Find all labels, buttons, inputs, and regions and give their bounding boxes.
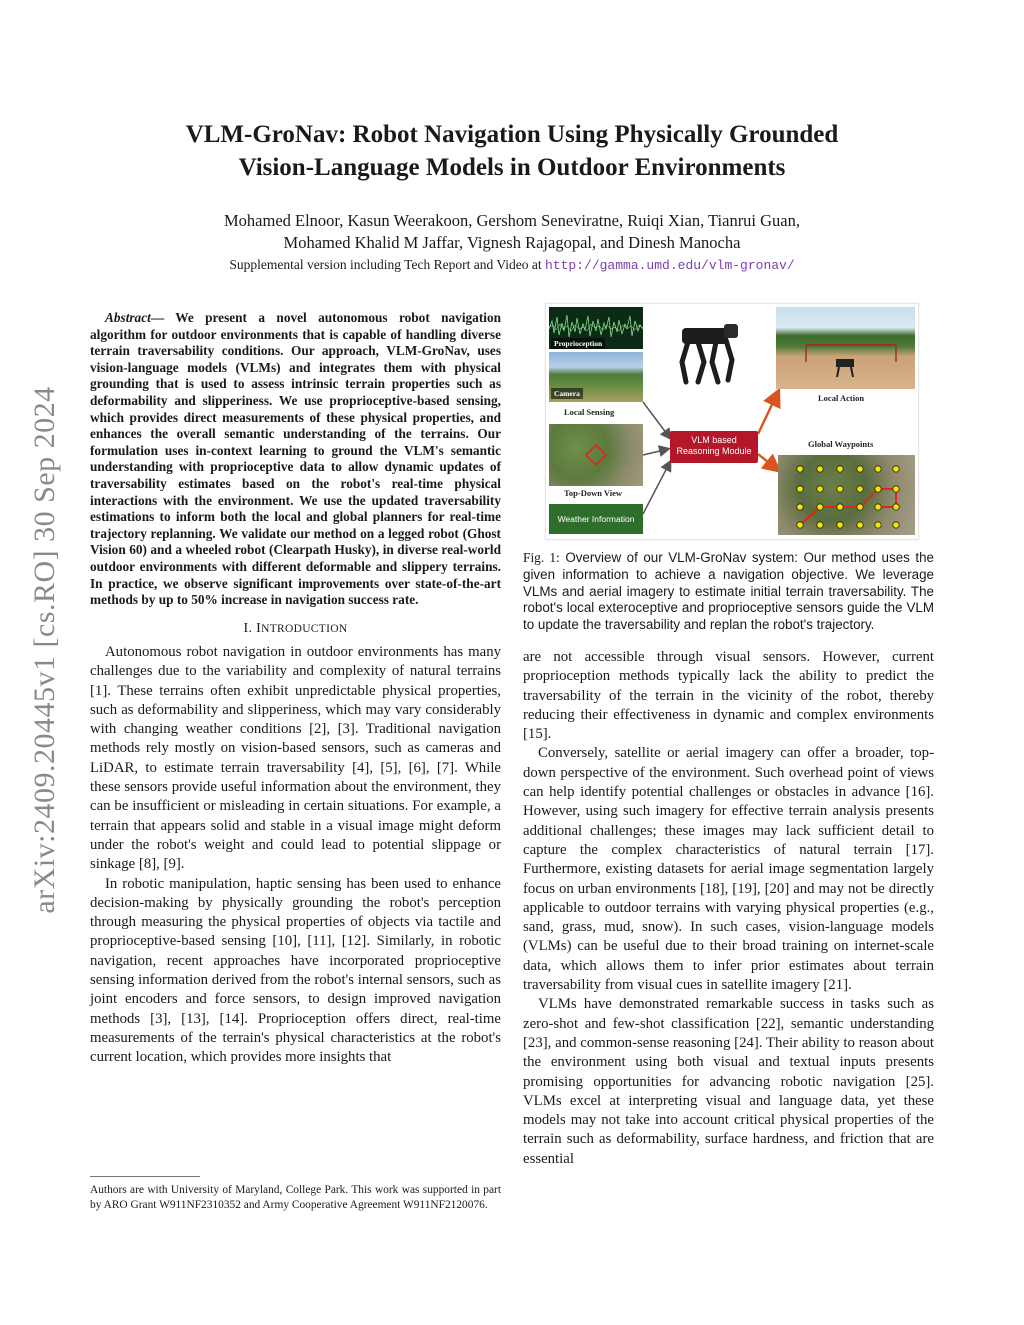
right-paragraph-3: VLMs have demonstrated remarkable success in tasks such as zero-shot and few-shot classification [22], semantic understanding [23], and common-sense reasoning [24]. Their ability to reason about the environment using both visual and textual inputs presents promising opportunities for advancing robotic navigation [25]. VLMs excel at interpreting visual and language data, yet these models may not take into account critical physical properties of the terrain such as deformability, surface hardness, and friction that are essential [523,996,934,1167]
section-rest: NTRODUCTION [261,622,348,635]
left-column [90,310,501,1068]
footnote-divider [90,1176,200,1177]
caption-number: Fig. 1: [523,550,560,565]
module-line-2: Reasoning Module [676,446,752,456]
vlm-reasoning-module [670,431,758,463]
global-waypoints-label: Global Waypoints [808,439,874,449]
right-column [523,648,934,1169]
authors-line-1: Mohamed Elnoor, Kasun Weerakoon, Gershom Seneviratne, Ruiqi Xian, Tianrui Guan, [223,211,801,230]
footnote-text: Authors are with University of Maryland, College Park. This work was supported in part by ARO Grant W911NF2310352 and Army Cooperative Agreement W911NF2120076. [90,1184,501,1211]
author-list [100,210,924,254]
arxiv-stamp-text: arXiv:2409.20445v1 [cs.RO] 30 Sep 2024 [28,386,61,914]
abstract [90,310,501,609]
figure-1 [545,303,919,540]
module-line-1: VLM based [691,435,737,445]
local-action-label: Local Action [818,393,865,403]
title-line-2: Vision-Language Models in Outdoor Environments [238,154,786,181]
proprioception-label: Proprioception [551,338,605,349]
supplemental-link[interactable]: http://gamma.umd.edu/vlm-gronav/ [545,258,795,273]
top-down-label: Top-Down View [564,488,623,498]
waypoint-grid [778,455,915,535]
global-waypoints-image [778,455,915,535]
supplemental-note [100,257,924,273]
section-initial: I [256,620,262,636]
paper-title [100,118,924,184]
title-line-1: VLM-GroNav: Robot Navigation Using Physically Grounded [185,121,839,148]
arxiv-stamp [20,350,70,950]
right-paragraph-2: Conversely, satellite or aerial imagery can offer a broader, top-down perspective of the environment. Such overhead point of views can help identify potential challenges or obstacles in advance [16]. However, using such imagery for effective terrain analysis presents additional challenges; these images may lack sufficient detail to capture the complex characteristics of natural terrain [17]. Furthermore, existing datasets for aerial image segmentation largely focus on urban environments [18], [19], [20] and may not be directly applicable to outdoor terrains with varying physical properties (e.g., sand, grass, mud, snow). In such cases, vision-language models (VLMs) can be useful due to their broad training on internet-scale data, which allows them to infer prior estimates about terrain traversability from visual cues in satellite imagery [21]. [523,745,934,994]
authors-line-2: Mohamed Khalid M Jaffar, Vignesh Rajagopal, and Dinesh Manocha [283,233,741,252]
author-footnote [90,1183,501,1212]
right-paragraph-1: are not accessible through visual sensors. However, current proprioception methods typically lack the ability to predict the traversability of the terrain in the vicinity of the robot, thereby reducing their effectiveness in dynamic and complex environments [15]. [523,649,934,743]
weather-label: Weather Information [557,514,635,524]
section-heading-introduction [90,619,501,639]
local-action-graphic [776,307,915,389]
section-number: I. [243,620,253,636]
intro-paragraph-2: In robotic manipulation, haptic sensing has been used to enhance decision-making by physically grounding the robot's perception through measuring the physical properties of objects via tactile and proprioceptive-based sensing [10], [11], [12]. Similarly, in robotic navigation, recent approaches have incorporated proprioceptive sensing information derived from the robot's internal sensors, such as joint encoders and force sensors, to design improved navigation methods [3], [13], [14]. Proprioception offers direct, real-time measurements of the terrain's physical characteristics at the robot's current location, which provides more insights that [90,875,501,1066]
caption-text: Overview of our VLM-GroNav system: Our method uses the given information to achieve a navigation objective. We leverage VLMs and aerial imagery to estimate initial terrain traversability. The robot's local exteroceptive and proprioceptive sensors guide the VLM to update the traversability and replan the robot's trajectory. [523,550,934,633]
local-sensing-label: Local Sensing [564,407,615,417]
local-action-image [776,307,915,389]
camera-label: Camera [551,388,583,399]
figure-1-caption [523,550,934,634]
intro-paragraph-1: Autonomous robot navigation in outdoor environments has many challenges due to the variability and complexity of natural terrains [1]. These terrains often exhibit unpredictable physical properties, such as deformability and slipperiness, which may vary considerably with changing weather conditions [2], [3]. Traditional navigation methods rely mostly on vision-based sensors, such as cameras and LiDAR, to estimate terrain traversability [4], [5], [6], [7]. While these sensors provide useful information about the environment, they can be insufficient or misleading in certain situations. For example, a terrain that appears solid and stable in a visual image might deform under the robot's weight and could lead to potential slippage or sinkage [8], [9]. [90,643,501,873]
abstract-text: — We present a novel autonomous robot navigation algorithm for outdoor environments that is capable of handling diverse terrain traversability conditions. Our approach, VLM-GroNav, uses vision-language models (VLMs) and integrates them with physical grounding that is used to assess intrinsic terrain properties such as deformability and slipperiness. We use proprioceptive-based sensing, which provides direct measurements of these physical properties, and enhances the overall semantic understanding of the terrains. Our formulation uses in-context learning to ground the VLM's semantic understanding with proprioceptive data to allow dynamic updates of traversability estimates based on the robot's real-time physical interactions with the environment. We use the updated traversability estimations to inform both the local and global planners for real-time trajectory replanning. We validate our method on a legged robot (Ghost Vision 60) and a wheeled robot (Clearpath Husky), in diverse real-world outdoor environments with different deformable and slippery terrains. In practice, we observe significant improvements over state-of-the-art methods by up to 50% increase in navigation success rate. [90,310,501,608]
abstract-label: Abstract [105,310,151,325]
supplemental-prefix: Supplemental version including Tech Report and Video at [229,257,542,272]
